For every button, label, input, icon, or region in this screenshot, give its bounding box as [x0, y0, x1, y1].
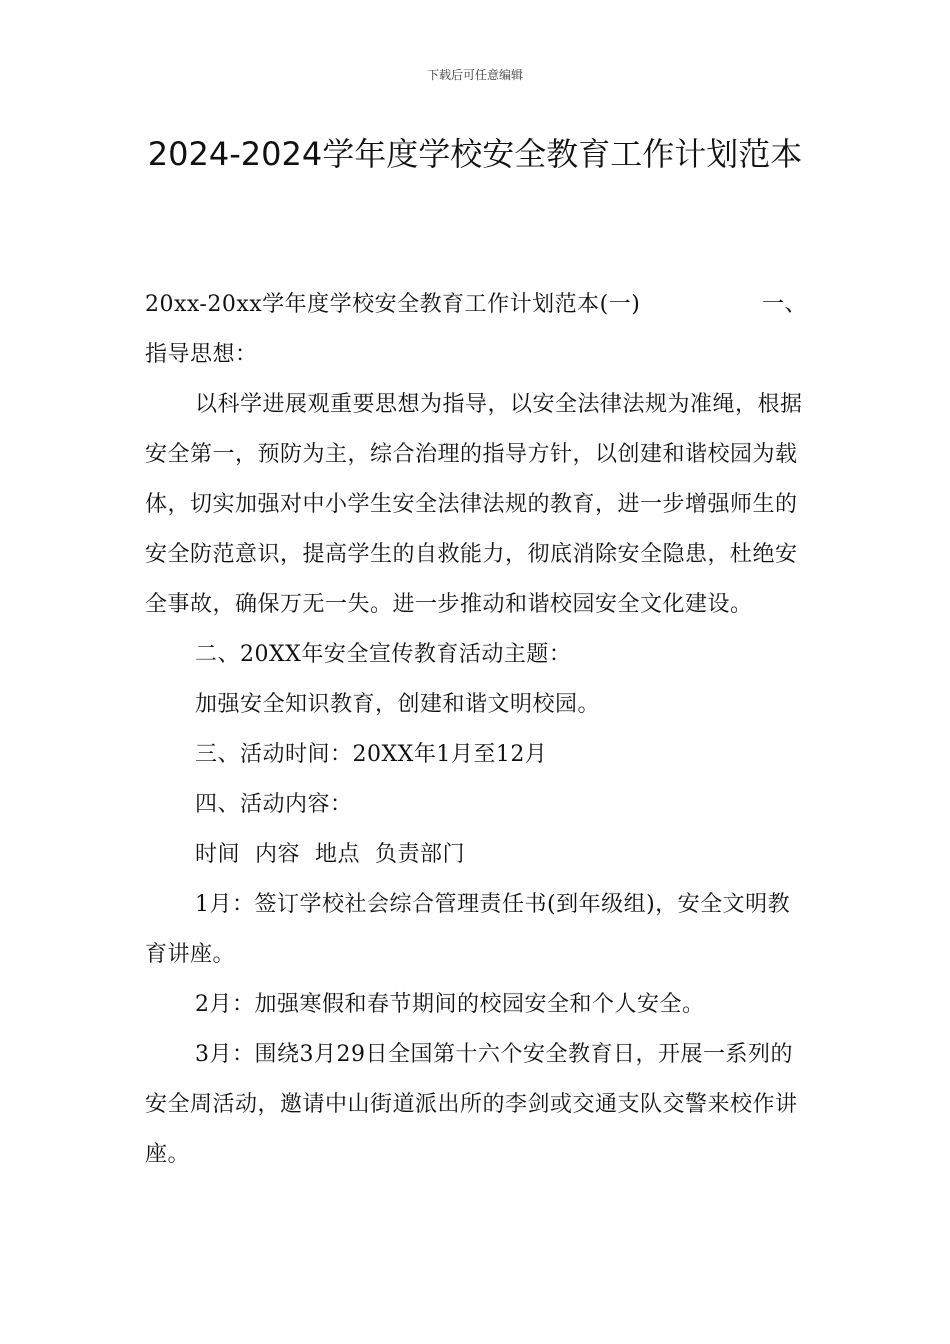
- document-body: [145, 280, 807, 1180]
- paragraph-guiding-thought-label: 指导思想：: [145, 342, 258, 367]
- intro-heading: 20xx-20xx学年度学校安全教育工作计划范本(一): [145, 292, 641, 317]
- paragraph-february: 2月：加强寒假和春节期间的校园安全和个人安全。: [195, 992, 705, 1017]
- paragraph-theme-heading: 二、20XX年安全宣传教育活动主题：: [195, 642, 572, 667]
- paragraph-january: 1月：签订学校社会综合管理责任书(到年级组)，安全文明教育讲座。: [145, 892, 791, 967]
- paragraph-columns: 时间 内容 地点 负责部门: [195, 842, 465, 867]
- paragraph-guiding-thought: 以科学进展观重要思想为指导，以安全法律法规为准绳，根据安全第一，预防为主，综合治理的指导方针，以创建和谐校园为载体，切实加强对中小学生安全法律法规的教育，进一步增强师生的安全防范意识，提高学生的自救能力，彻底消除安全隐患，杜绝安全事故，确保万无一失。进一步推动和谐校园安全文化建设。: [145, 392, 803, 617]
- paragraph-march: 3月：围绕3月29日全国第十六个安全教育日，开展一系列的安全周活动，邀请中山街道派出所的李剑或交通支队交警来校作讲座。: [145, 1042, 798, 1167]
- header-note: 下载后可任意编辑: [426, 68, 523, 82]
- intro-line: [145, 280, 807, 330]
- paragraph-time: 三、活动时间：20XX年1月至12月: [195, 742, 548, 767]
- paragraph-theme: 加强安全知识教育，创建和谐文明校园。: [195, 692, 601, 717]
- paragraph-content-heading: 四、活动内容：: [195, 792, 353, 817]
- document-title: 2024-2024学年度学校安全教育工作计划范本: [147, 135, 803, 173]
- section-number-one: 一、: [761, 292, 807, 317]
